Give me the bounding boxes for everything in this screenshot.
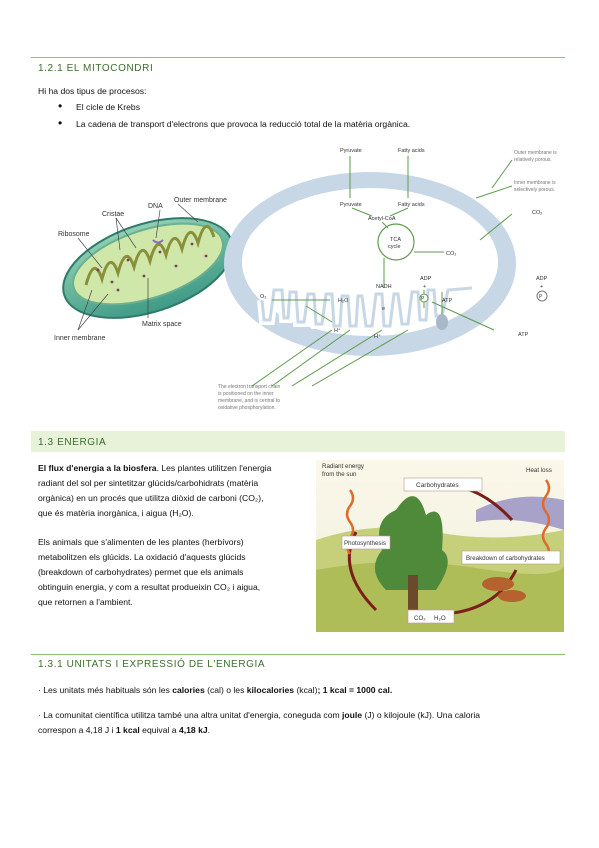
- label-tca: TCA: [390, 237, 401, 243]
- label-cycle: cycle: [388, 244, 401, 250]
- label-fatty-acids-inner: Fatty acids: [398, 202, 425, 208]
- section-top-line: [31, 654, 565, 655]
- label-adp-inner: ADP: [420, 276, 432, 282]
- label-p-right: P: [539, 294, 543, 300]
- label-nadh: NADH: [376, 284, 392, 290]
- etc-diagram: [212, 140, 564, 416]
- section-top-line: [31, 57, 565, 58]
- note-chain-2: is positioned on the inner: [218, 391, 274, 397]
- unitats-line-2: · La comunitat científica utilitza també una altra unitat d'energia, coneguda com joule (J) o kilojoule (kJ). Una caloria: [38, 710, 481, 720]
- label-dna: DNA: [148, 203, 163, 210]
- label-co2-right: CO₂: [532, 210, 543, 216]
- note-inner-1: Inner membrane is: [514, 180, 556, 186]
- label-carbohydrates: Carbohydrates: [416, 482, 459, 489]
- label-co2: CO₂: [414, 615, 426, 622]
- label-cristae: Cristae: [102, 211, 125, 218]
- label-radiant-1: Radiant energy: [322, 463, 364, 470]
- label-co2-inner: CO₂: [446, 251, 457, 257]
- note-chain-1: The electron transport chain: [218, 384, 281, 390]
- note-chain-3: membrane, and is central to: [218, 398, 280, 404]
- biosphere-illustration: [316, 460, 564, 632]
- label-h2o: H₂O: [434, 615, 446, 622]
- label-pyruvate-top: Pyruvate: [340, 148, 362, 154]
- label-plus-right: +: [540, 284, 544, 290]
- label-o2: O₂: [260, 294, 267, 300]
- label-heat-loss: Heat loss: [526, 467, 552, 474]
- label-atp-right: ATP: [518, 332, 529, 338]
- label-fatty-acids-top: Fatty acids: [398, 148, 425, 154]
- label-photosynthesis: Photosynthesis: [344, 540, 386, 547]
- mito-intro: Hi ha dos tipus de procesos:: [38, 86, 147, 96]
- note-outer-2: relatively porous.: [514, 157, 552, 163]
- bullet-icon: •: [58, 99, 63, 113]
- label-adp-right: ADP: [536, 276, 548, 282]
- label-radiant-2: from the sun: [322, 471, 357, 478]
- label-h-plus-1: H⁺: [334, 328, 341, 334]
- unitats-line-3: correspon a 4,18 J i 1 kcal equival a 4,18 kJ.: [38, 725, 211, 735]
- energia-paragraph-1: El flux d'energia a la biosfera. Les plantes utilitzen l'energia radiant del sol per sintetitzar glúcids/carbohidrats (matèria orgànica) en un procés que utilitza diòxid de carboni (CO₂), que és matèria inorgànica, i aigua (H₂O).: [38, 463, 272, 518]
- label-outer-membrane: Outer membrane: [174, 197, 227, 204]
- note-outer-1: Outer membrane is: [514, 150, 557, 156]
- label-acetyl-coa: Acetyl-CoA: [368, 216, 396, 222]
- label-matrix-space: Matrix space: [142, 321, 182, 328]
- label-electron: e: [382, 306, 386, 312]
- section-band: [31, 431, 565, 452]
- label-breakdown: Breakdown of carbohydrates: [466, 555, 545, 562]
- label-pyruvate-inner: Pyruvate: [340, 202, 362, 208]
- label-p-inner: P: [421, 296, 425, 302]
- label-inner-membrane: Inner membrane: [54, 335, 106, 342]
- label-ribosome: Ribosome: [58, 231, 90, 238]
- note-chain-4: oxidative phosphorylation.: [218, 405, 276, 411]
- label-h-plus-2: H⁺: [374, 334, 381, 340]
- label-atp-inner: ATP: [442, 298, 453, 304]
- unitats-line-1: · Les unitats més habituals són les calories (cal) o les kilocalories (kcal); 1 kcal = 1000 cal.: [38, 685, 393, 695]
- label-h2o: H₂O: [338, 298, 349, 304]
- label-plus-inner: +: [423, 284, 427, 290]
- bullet-icon: •: [58, 116, 63, 130]
- energia-paragraph-2: Els animals que s'alimenten de les plantes (herbívors) metabolitzen els glúcids. La oxidació d'aquests glúcids (breakdown of carbohydrates) permet que els animals obtinguin energia, y com a resultat produeixin CO₂ i aigua, que retornen a l'ambient.: [38, 537, 261, 607]
- note-inner-2: selectively porous.: [514, 187, 556, 193]
